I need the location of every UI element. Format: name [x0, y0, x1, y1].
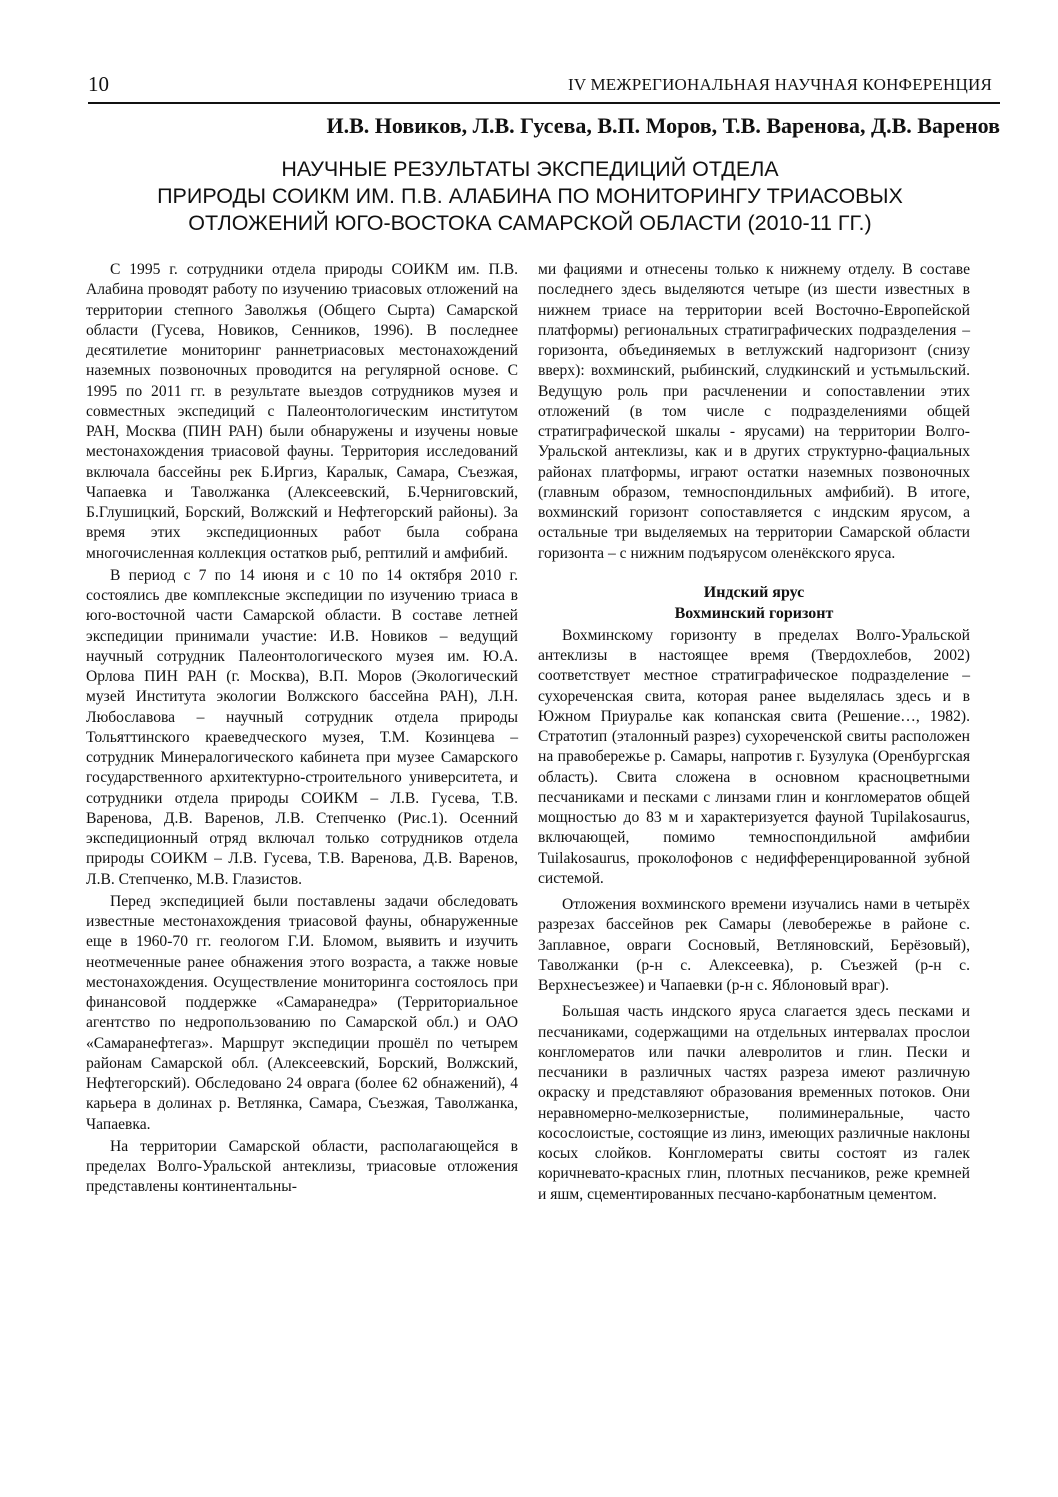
- paragraph: В период с 7 по 14 июня и с 10 по 14 октября 2010 г. состоялись две комплексные экспедиции по изучению триаса в юго-восточной части Самарской области. В составе летней экспедиции принимали участие: И.В. Новиков – ведущий научный сотрудник Палеонтологического музея им. Ю.А. Орлова ПИН РАН (г. Москва), В.П. Моров (Экологический музей Института экологии Волжского бассейна РАН), Л.Н. Любославова – научный сотрудник отдела природы Тольяттинского краеведческого музея, Т.М. Козинцева – сотрудник Минералогического кабинета при музее Самарского государственного архитектурно-строительного университета, и сотрудники отдела природы СОИКМ – Л.В. Гусева, Т.В. Варенова, Д.В. Варенов, Л.В. Степченко (Рис.1). Осенний экспедиционный отряд включал только сотрудников отдела природы СОИКМ – Л.В. Гусева, Т.В. Варенова, Д.В. Варенов, Л.В. Степченко, М.В. Глазистов.: [86, 566, 518, 888]
- paragraph: Большая часть индского яруса слагается здесь песками и песчаниками, содержащими на отдельных интервалах прослои конгломератов или пачки алевролитов и глин. Пески и песчаники в различных частях разреза имеют различную окраску и представляют образования временных потоков. Они неравномерно-мелкозернистые, полиминеральные, часто косослоистые, состоящие из линз, имеющих различные наклоны косых слойков. Конгломераты свиты состоят из галек коричневато-красных глин, плотных песчаников, реже кремней и яшм, сцементированных песчано-карбонатным цементом.: [538, 1003, 970, 1203]
- left-text-column: [86, 260, 518, 1198]
- stage-heading: Индский ярус: [703, 583, 805, 601]
- paragraph: Вохминскому горизонту в пределах Волго-Уральской антеклизы в настоящее время (Твердохлебов, 2002) соответствует местное стратиграфическое подразделение – сухореченская свита, которая ранее выделялась здесь и в Южном Приуралье как копанская свита (Решение…, 1982). Стратотип (эталонный разрез) сухореченской свиты расположен на правобережье р. Самары, напротив г. Бузулука (Оренбургская область). Свита сложена в основном красноцветными песчаниками и песками с линзами глин и конгломератов общей мощностью до 83 м и характеризуется фауной Tupilakosaurus, включающей, помимо темноспондильной амфибии Tuilakosaurus, проколофонов с недифференцированной зубной системой.: [538, 626, 970, 887]
- title-line: ОТЛОЖЕНИЙ ЮГО-ВОСТОКА САМАРСКОЙ ОБЛАСТИ (2010-11 ГГ.): [188, 211, 872, 235]
- paragraph: На территории Самарской области, располагающейся в пределах Волго-Уральской антеклизы, триасовые отложения представлены континентальны-: [86, 1137, 518, 1196]
- horizon-heading: Вохминский горизонт: [674, 604, 834, 622]
- section-heading: [538, 582, 970, 624]
- paragraph-continued: ми фациями и отнесены только к нижнему отделу. В составе последнего здесь выделяются четыре (из шести известных в нижнем триасе на территории всей Восточно-Европейской платформы) региональных стратиграфических подразделения – горизонта, объединяемых в ветлужский надгоризонт (снизу вверх): вохминский, рыбинский, слудкинский и устьмыльский. Ведущую роль при расчленении и сопоставлении этих отложений (в том числе с подразделениями общей стратиграфической шкалы - ярусами) на территории Волго-Уральской антеклизы, как и в других структурно-фациальных районах платформы, играют остатки наземных позвоночных (главным образом, темноспондильных амфибий). В итоге, вохминский горизонт сопоставляется с индским ярусом, а остальные три выделяемых на территории Самарской области горизонта – с нижним подъярусом оленёкского яруса.: [538, 261, 970, 562]
- article-authors: И.В. Новиков, Л.В. Гусева, В.П. Моров, Т.В. Варенова, Д.В. Варенов: [326, 113, 1000, 138]
- page-number: 10: [88, 72, 109, 96]
- right-text-column: [538, 260, 970, 1205]
- title-line: ПРИРОДЫ СОИКМ ИМ. П.В. АЛАБИНА ПО МОНИТОРИНГУ ТРИАСОВЫХ: [157, 184, 903, 208]
- conference-title: IV МЕЖРЕГИОНАЛЬНАЯ НАУЧНАЯ КОНФЕРЕНЦИЯ: [567, 75, 992, 94]
- paragraph: Перед экспедицией были поставлены задачи обследовать известные местонахождения триасовой фауны, обнаруженные еще в 1960-70 гг. геологом Г.И. Бломом, выявить и изучить неотмеченные ранее обнажения этого возраста, а также новые местонахождения. Осуществление мониторинга состоялось при финансовой поддержке «Самаранедра» (Территориальное агентство по недропользованию по Самарской обл.) и ОАО «Самаранефтегаз». Маршрут экспедиции прошёл по четырем районам Самарской обл. (Алексеевский, Борский, Волжский, Нефтегорский). Обследовано 24 оврага (более 62 обнажений), 4 карьера в долинах р. Ветлянка, Самара, Съезжая, Таволжанка, Чапаевка.: [86, 892, 518, 1133]
- paragraph: Отложения вохминского времени изучались нами в четырёх разрезах бассейнов рек Самары (левобережье в районе с. Заплавное, овраги Сосновый, Ветляновский, Берёзовый), Таволжанки (р-н с. Алексеевка), р. Съезжей (р-н с. Верхнесъезжее) и Чапаевки (р-н с. Яблоновый враг).: [538, 896, 970, 994]
- running-header: [88, 72, 1000, 104]
- title-line: НАУЧНЫЕ РЕЗУЛЬТАТЫ ЭКСПЕДИЦИЙ ОТДЕЛА: [281, 157, 779, 181]
- paragraph: С 1995 г. сотрудники отдела природы СОИКМ им. П.В. Алабина проводят работу по изучению триасовых отложений на территории степного Заволжья (Общего Сырта) Самарской области (Гусева, Новиков, Сенников, 1996). В последнее десятилетие мониторинг раннетриасовых местонахождений наземных позвоночных проводится на регулярной основе. С 1995 по 2011 гг. в результате выездов сотрудников музея и совместных экспедиций с Палеонтологическим институтом РАН, Москва (ПИН РАН) были обнаружены и изучены новые местонахождения триасовой фауны. Территория исследований включала бассейны рек Б.Иргиз, Каралык, Самара, Съезжая, Чапаевка и Таволжанка (Алексеевский, Б.Черниговский, Б.Глушицкий, Борский, Волжский и Нефтегорский районы). За время этих экспедиционных работ была собрана многочисленная коллекция остатков рыб, рептилий и амфибий.: [86, 261, 518, 562]
- article-title: [60, 156, 1000, 237]
